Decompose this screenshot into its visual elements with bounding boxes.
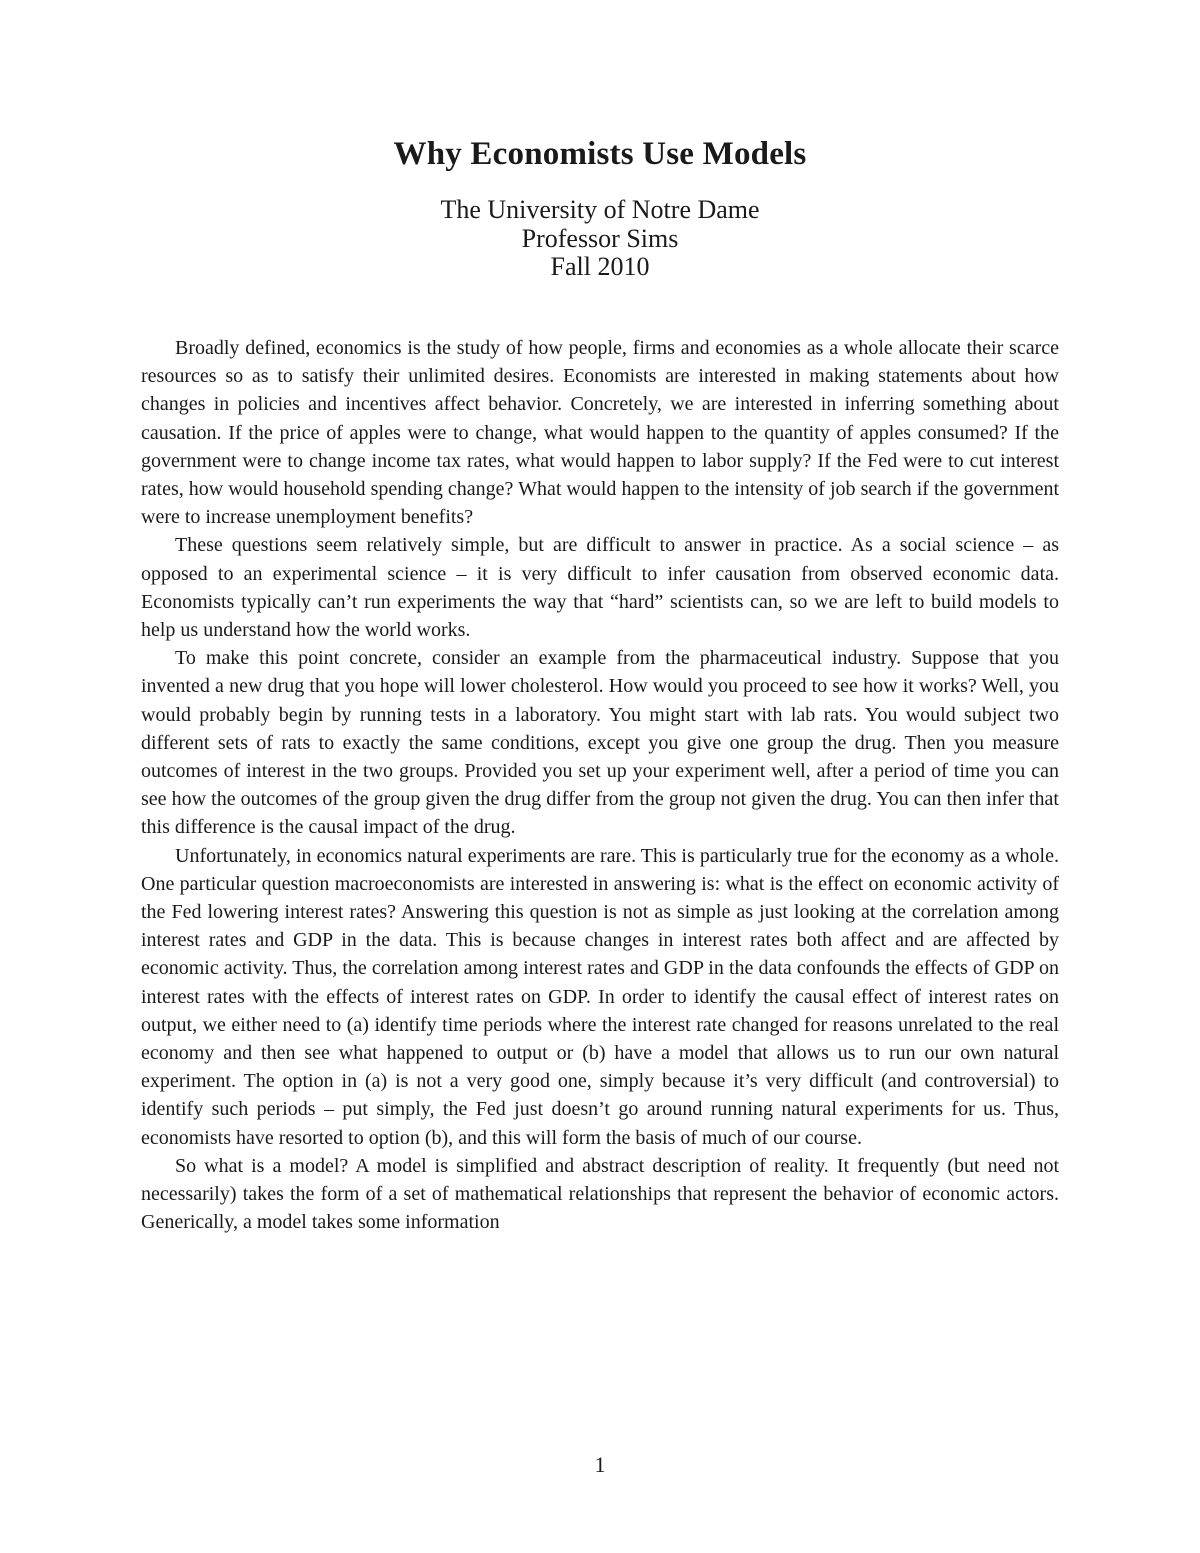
document-body: [141, 334, 1059, 1237]
page-number: 1: [594, 1452, 606, 1477]
body-paragraph: So what is a model? A model is simplified and abstract description of reality. It frequently (but need not necessarily) takes the form of a set of mathematical relationships that represent the behavior of economic actors. Generically, a model takes some information: [141, 1154, 1059, 1234]
body-paragraph: Broadly defined, economics is the study of how people, firms and economies as a whole allocate their scarce resources so as to satisfy their unlimited desires. Economists are interested in making statements about how changes in policies and incentives affect behavior. Concretely, we are interested in inferring something about causation. If the price of apples were to change, what would happen to the quantity of apples consumed? If the government were to change income tax rates, what would happen to labor supply? If the Fed were to cut interest rates, how would household spending change? What would happen to the intensity of job search if the government were to increase unemployment benefits?: [141, 337, 1059, 529]
body-paragraph: These questions seem relatively simple, but are difficult to answer in practice. As a social science – as opposed to an experimental science – it is very difficult to infer causation from observed economic data. Economists typically can’t run experiments the way that “hard” scientists can, so we are left to build models to help us understand how the world works.: [141, 534, 1059, 642]
body-paragraph: Unfortunately, in economics natural experiments are rare. This is particularly true for the economy as a whole. One particular question macroeconomists are interested in answering is: what is the effect on economic activity of the Fed lowering interest rates? Answering this question is not as simple as just looking at the correlation among interest rates and GDP in the data. This is because changes in interest rates both affect and are affected by economic activity. Thus, the correlation among interest rates and GDP in the data confounds the effects of GDP on interest rates with the effects of interest rates on GDP. In order to identify the causal effect of interest rates on output, we either need to (a) identify time periods where the interest rate changed for reasons unrelated to the real economy and then see what happened to output or (b) have a model that allows us to run our own natural experiment. The option in (a) is not a very good one, simply because it’s very difficult (and controversial) to identify such periods – put simply, the Fed just doesn’t go around running natural experiments for us. Thus, economists have resorted to option (b), and this will form the basis of much of our course.: [141, 844, 1059, 1149]
institution-line: The University of Notre Dame: [440, 195, 760, 224]
document-byline: [0, 196, 1200, 282]
body-paragraph: To make this point concrete, consider an example from the pharmaceutical industry. Suppose that you invented a new drug that you hope will lower cholesterol. How would you proceed to see how it works? Well, you would probably begin by running tests in a laboratory. You might start with lab rats. You would subject two different sets of rats to exactly the same conditions, except you give one group the drug. Then you measure outcomes of interest in the two groups. Provided you set up your experiment well, after a period of time you can see how the outcomes of the group given the drug differ from the group not given the drug. You can then infer that this difference is the causal impact of the drug.: [141, 647, 1059, 839]
document-title: Why Economists Use Models: [393, 136, 807, 172]
term-line: Fall 2010: [550, 252, 650, 281]
author-line: Professor Sims: [521, 223, 679, 253]
